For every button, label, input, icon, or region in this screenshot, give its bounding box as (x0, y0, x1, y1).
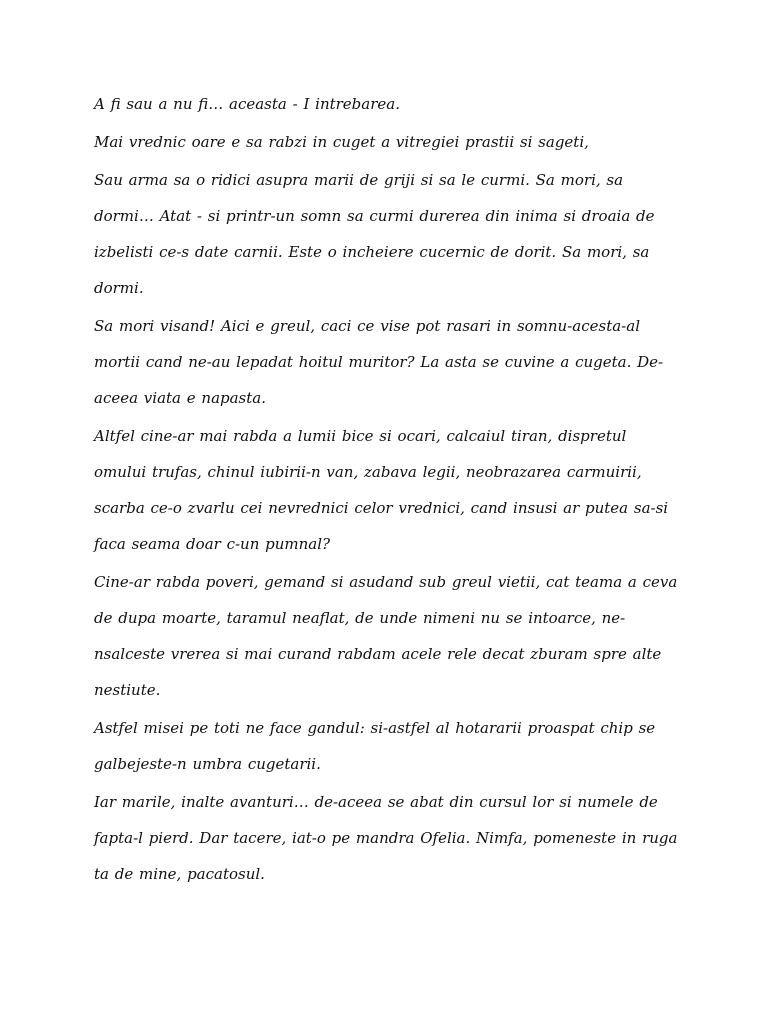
paragraph-1: A fi sau a nu fi… aceasta - I intrebarea. (94, 95, 400, 113)
paragraph-2: Mai vrednic oare e sa rabzi in cuget a vitregiei prastii si sageti, (94, 133, 589, 151)
paragraph-8: Iar marile, inalte avanturi… de-aceea se abat din cursul lor si numele de fapta-l pierd. Dar tacere, iat-o pe mandra Ofelia. Nimfa, pomeneste in ruga ta de mine, pacatosul. (94, 793, 678, 883)
paragraph-5: Altfel cine-ar mai rabda a lumii bice si ocari, calcaiul tiran, dispretul omului trufas, chinul iubirii-n van, zabava legii, neobrazarea carmuirii, scarba ce-o zvarlu cei nevrednici celor vrednici, cand insusi ar putea sa-si faca seama doar c-un pumnal? (94, 427, 669, 553)
document-body (94, 86, 684, 894)
paragraph-7: Astfel misei pe toti ne face gandul: si-astfel al hotararii proaspat chip se galbejeste-n umbra cugetarii. (94, 719, 656, 773)
paragraph-4: Sa mori visand! Aici e greul, caci ce vise pot rasari in somnu-acesta-al mortii cand ne-au lepadat hoitul muritor? La asta se cuvine a cugeta. De-aceea viata e napasta. (94, 317, 664, 407)
paragraph-6: Cine-ar rabda poveri, gemand si asudand sub greul vietii, cat teama a ceva de dupa moarte, taramul neaflat, de unde nimeni nu se intoarce, ne-nsalceste vrerea si mai curand rabdam acele rele decat zburam spre alte nestiute. (94, 573, 678, 699)
paragraph-3: Sau arma sa o ridici asupra marii de griji si sa le curmi. Sa mori, sa dormi… Atat - si printr-un somn sa curmi durerea din inima si droaia de izbelisti ce-s date carnii. Este o incheiere cucernic de dorit. Sa mori, sa dormi. (94, 171, 655, 297)
